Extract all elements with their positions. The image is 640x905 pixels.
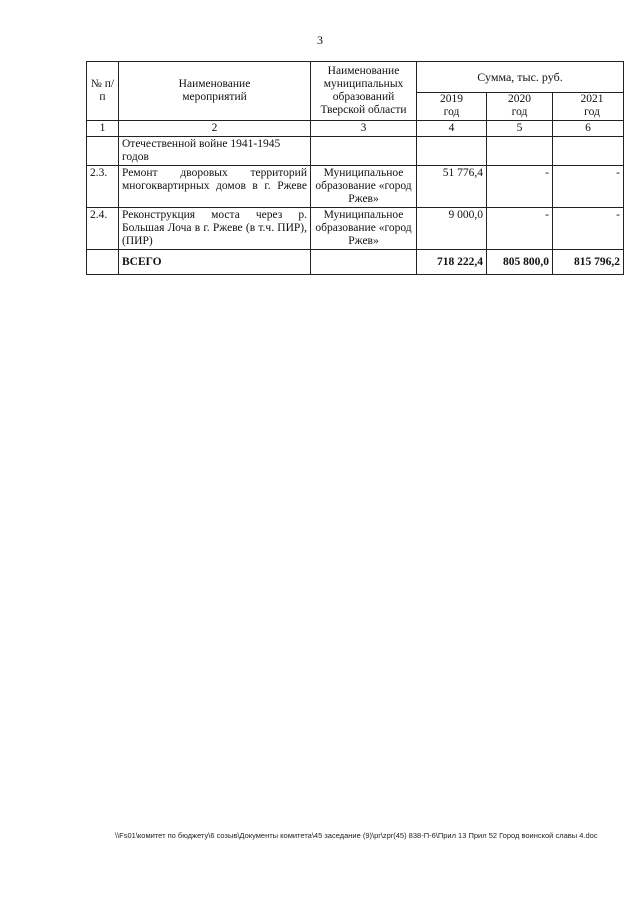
total-value-2019: 718 222,4 xyxy=(417,250,487,275)
column-number: 3 xyxy=(311,121,417,137)
row-value-2019: 51 776,4 xyxy=(417,166,487,208)
total-municipality xyxy=(311,250,417,275)
budget-table xyxy=(86,61,624,275)
total-label: ВСЕГО xyxy=(119,250,311,275)
row-value-2020: - xyxy=(487,208,553,250)
row-num: 2.3. xyxy=(87,166,119,208)
row-municipality: Муниципальное образование «город Ржев» xyxy=(311,208,417,250)
column-number: 6 xyxy=(553,121,624,137)
row-value-2019: 9 000,0 xyxy=(417,208,487,250)
row-municipality: Муниципальное образование «город Ржев» xyxy=(311,166,417,208)
header-municipality: Наименование муниципальных образований Тверской области xyxy=(311,62,417,121)
column-number: 4 xyxy=(417,121,487,137)
header-year-2021: 2021 год xyxy=(553,93,624,121)
table-row xyxy=(87,137,624,166)
row-value-2020: - xyxy=(487,166,553,208)
total-value-2020: 805 800,0 xyxy=(487,250,553,275)
row-num xyxy=(87,137,119,166)
total-value-2021: 815 796,2 xyxy=(553,250,624,275)
column-number: 1 xyxy=(87,121,119,137)
header-event-name: Наименование мероприятий xyxy=(119,62,311,121)
row-name: Ремонт дворовых территорий многоквартирных домов в г. Ржеве xyxy=(119,166,311,208)
table-row xyxy=(87,208,624,250)
row-num: 2.4. xyxy=(87,208,119,250)
footer-file-path: \\Fs01\комитет по бюджету\6 созыв\Документы комитета\45 заседание (9)\pr\zpr(45) 838-П-6\Прил 13 Прил 52 Город воинской славы 4.doc xyxy=(115,831,598,840)
row-value-2021: - xyxy=(553,166,624,208)
header-sum: Сумма, тыс. руб. xyxy=(417,62,624,93)
page-number: 3 xyxy=(317,33,323,47)
header-year-2019: 2019 год xyxy=(417,93,487,121)
row-value-2020 xyxy=(487,137,553,166)
table-row xyxy=(87,166,624,208)
total-num xyxy=(87,250,119,275)
column-numbers-row xyxy=(87,121,624,137)
column-number: 2 xyxy=(119,121,311,137)
row-name: Реконструкция моста через р. Большая Лоча в г. Ржеве (в т.ч. ПИР), (ПИР) xyxy=(119,208,311,250)
row-value-2021: - xyxy=(553,208,624,250)
column-number: 5 xyxy=(487,121,553,137)
row-name: Отечественной войне 1941-1945 годов xyxy=(119,137,311,166)
row-value-2021 xyxy=(553,137,624,166)
total-row xyxy=(87,250,624,275)
header-num: № п/п xyxy=(87,62,119,121)
header-year-2020: 2020 год xyxy=(487,93,553,121)
row-value-2019 xyxy=(417,137,487,166)
row-municipality xyxy=(311,137,417,166)
header-row xyxy=(87,62,624,93)
